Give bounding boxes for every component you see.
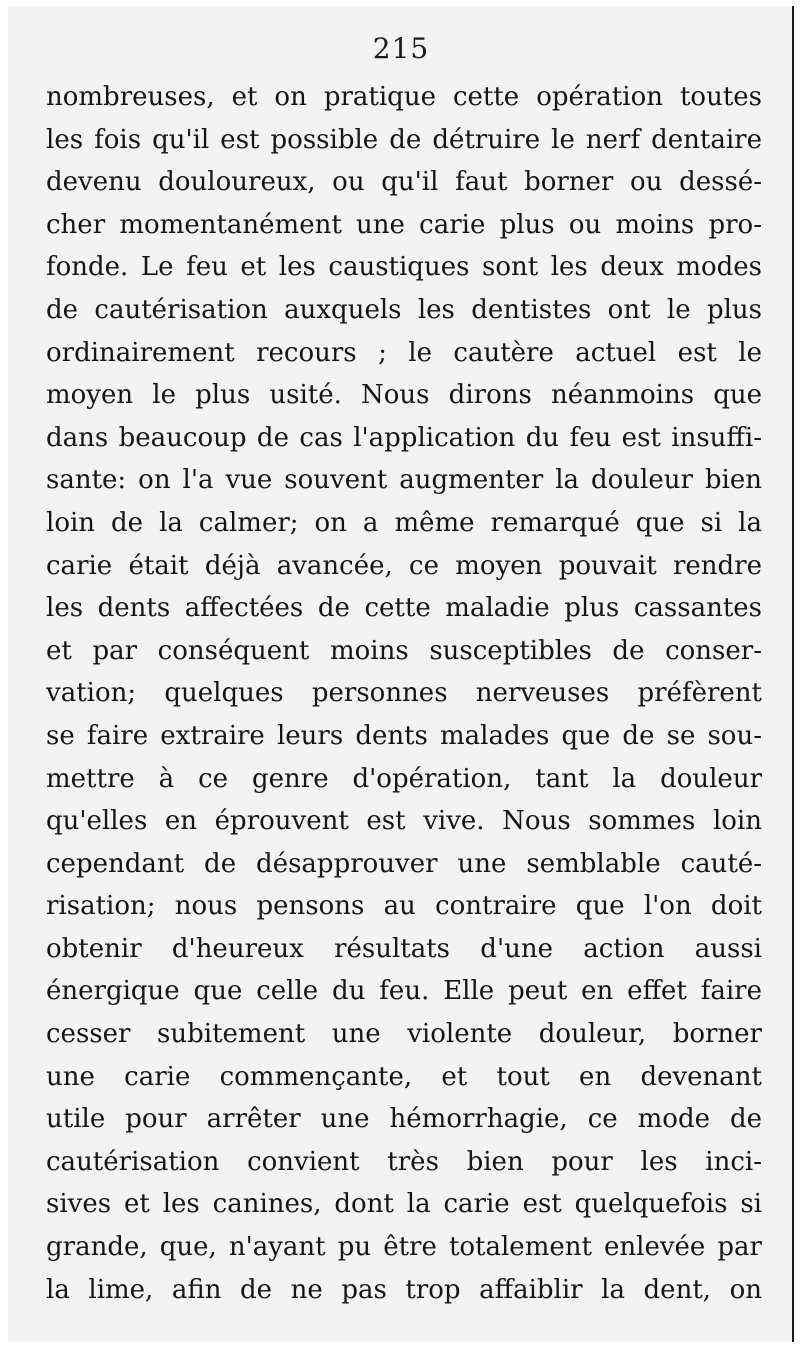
text-line: utile pour arrêter une hémorrhagie, ce mode de (46, 1104, 762, 1135)
text-line: carie était déjà avancée, ce moyen pouvait rendre (46, 550, 762, 581)
text-line: loin de la calmer; on a même remarqué que si la (46, 507, 762, 538)
text-line: devenu douloureux, ou qu'il faut borner ou dessé- (46, 167, 762, 198)
text-line: sives et les canines, dont la carie est quelquefois si (46, 1189, 762, 1220)
text-line: obtenir d'heureux résultats d'une action aussi (46, 933, 762, 964)
text-line: cher momentanément une carie plus ou moins pro- (46, 209, 762, 240)
text-line: et par conséquent moins susceptibles de conser- (46, 635, 762, 666)
text-line: une carie commençante, et tout en devenant (46, 1061, 762, 1092)
book-page (8, 6, 794, 1342)
text-line: se faire extraire leurs dents malades que de se sou- (46, 720, 762, 751)
text-line: nombreuses, et on pratique cette opération toutes (46, 82, 762, 112)
text-line: mettre à ce genre d'opération, tant la douleur (46, 763, 762, 794)
text-line: risation; nous pensons au contraire que l'on doit (46, 891, 762, 922)
text-line: dans beaucoup de cas l'application du feu est insuffi- (46, 422, 762, 453)
text-line: grande, que, n'ayant pu être totalement enlevée par (46, 1232, 762, 1263)
body-text (46, 76, 762, 1311)
text-line: fonde. Le feu et les caustiques sont les deux modes (46, 252, 762, 283)
text-line: ordinairement recours ; le cautère actuel est le (46, 337, 762, 368)
text-line: la lime, afin de ne pas trop affaiblir la dent, on (46, 1274, 762, 1305)
text-line: vation; quelques personnes nerveuses préfèrent (46, 678, 762, 709)
text-line: cependant de désapprouver une semblable cauté- (46, 848, 762, 879)
text-line: cautérisation convient très bien pour les inci- (46, 1146, 762, 1177)
text-line: énergique que celle du feu. Elle peut en effet faire (46, 976, 762, 1007)
text-line: qu'elles en éprouvent est vive. Nous sommes loin (46, 806, 762, 837)
text-line: moyen le plus usité. Nous dirons néanmoins que (46, 380, 762, 411)
text-line: de cautérisation auxquels les dentistes ont le plus (46, 294, 762, 325)
page-number: 215 (372, 32, 430, 65)
text-line: les fois qu'il est possible de détruire le nerf dentaire (46, 124, 762, 155)
text-line: sante: on l'a vue souvent augmenter la douleur bien (46, 465, 762, 496)
text-line: les dents affectées de cette maladie plus cassantes (46, 593, 762, 624)
text-line: cesser subitement une violente douleur, borner (46, 1019, 762, 1050)
